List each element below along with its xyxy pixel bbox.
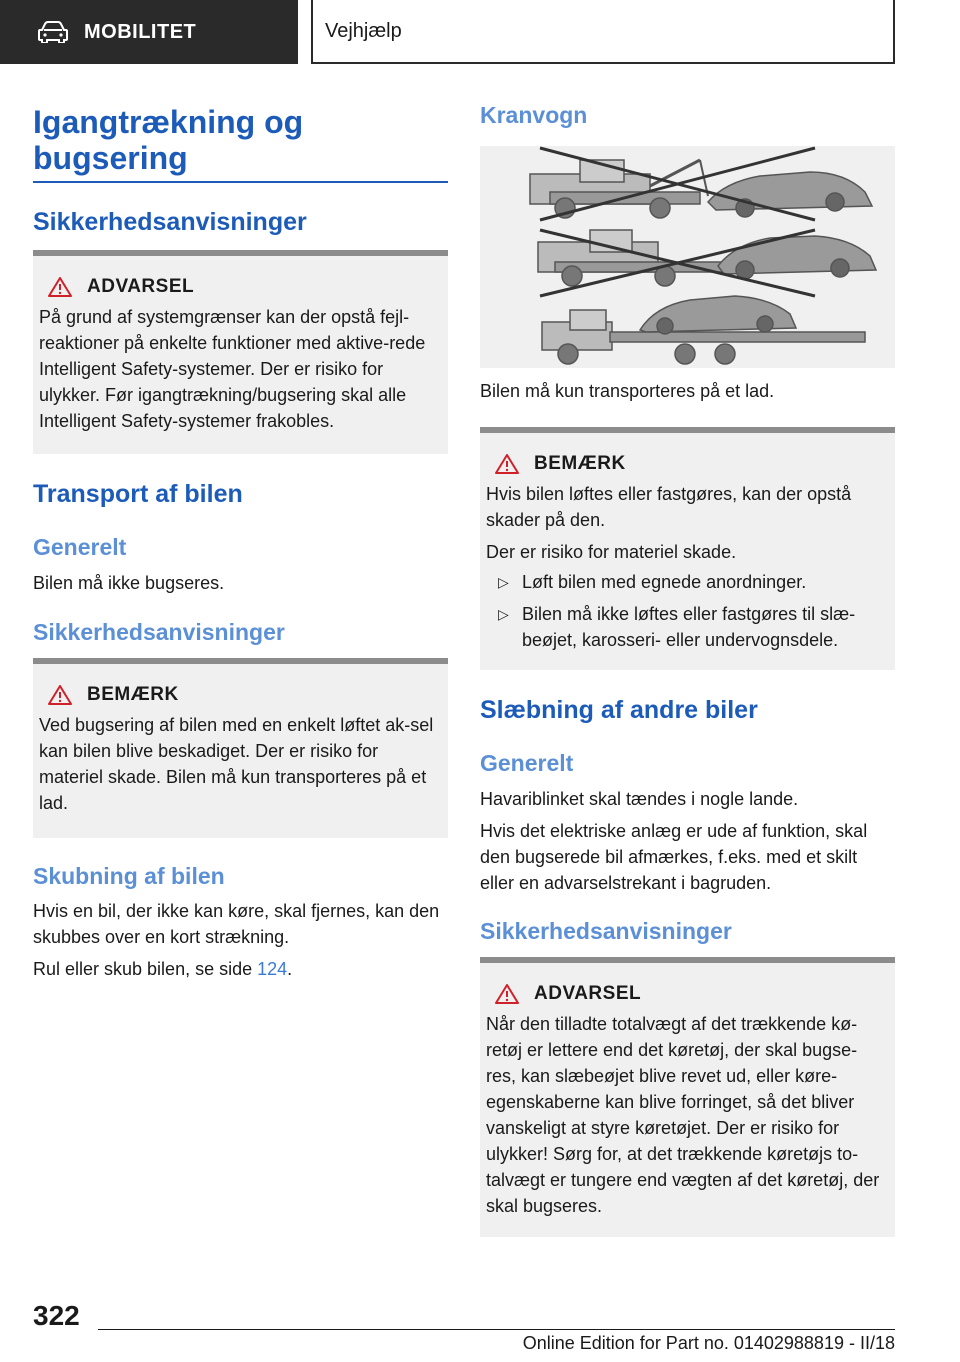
safety-heading-right: Sikkerhedsanvisninger [480,918,732,944]
warning-label: ADVARSEL [87,276,195,297]
title-divider [33,181,448,183]
warning-box-2 [480,957,895,1237]
figure-caption: Bilen må kun transporteres på et lad. [480,381,775,401]
section-tab [0,0,298,64]
tow-truck-heading: Kranvogn [480,102,588,128]
flatbed-row [542,296,865,364]
page-number: 322 [33,1300,80,1331]
triangle-bullet-icon: ▷ [498,574,509,590]
warning-box-1 [33,250,448,454]
warning-label: ADVARSEL [534,983,642,1004]
safety-heading-2: Sikkerhedsanvisninger [33,619,285,645]
truck-lift-row [538,230,876,286]
page-header [0,0,960,66]
general-text-right-2: Hvis det elektriske anlæg er ude af funktion, skal den bugserede bil afmærkes, f.eks. med et skilt eller en advarselstrekant i bagruden. [480,821,868,893]
car-icon [38,21,68,43]
push-ref-end: . [287,959,293,979]
page-link-124[interactable]: 124 [257,959,288,979]
general-text-right-1: Havariblinket skal tændes i nogle lande. [480,789,799,809]
notice-text: Ved bugsering af bilen med en enkelt løftet ak-sel kan bilen blive beskadiget. Der er risiko for materiel skade. Bilen må kun transporteres på et lad. [39,715,434,813]
tow-truck-illustration [480,146,895,368]
warning-triangle-icon [47,276,73,298]
list-item: ▷ Løft bilen med egnede anordninger. [486,569,881,595]
triangle-bullet-icon: ▷ [498,606,509,622]
warning-text: På grund af systemgrænser kan der opstå fejl-reaktioner på enkelte funktioner med aktive-rede Intelligent Safety-systemer. Der er risiko for ulykker. Før igangtrækning/bugsering skal alle Intelligent Safety-systemer frakobles. [39,307,426,431]
warning-box-header [39,276,434,298]
tow-truck-figure [480,146,895,368]
push-heading: Skubning af bilen [33,863,225,889]
notice-label: BEMÆRK [87,684,179,705]
notice-label: BEMÆRK [534,453,626,474]
warning-box-header [486,983,881,1005]
warning-text: Når den tilladte totalvægt af det trækkende kø-retøj er lettere end det køretøj, der skal bugse-res, kan slæbeøjet blive revet ud, eller køre-egenskaberne kan blive forringet, så det bliver vanskeligt at styre køretøjet. Der er risiko for ulykker! Sørg for, at det trækkende køretøjs to-talvægt er tungere end vægten af det køretøj, der skal bugseres. [486,1014,880,1216]
push-ref-text: Rul eller skub bilen, se side [33,959,258,979]
notice-text-2: Der er risiko for materiel skade. [486,542,737,562]
breadcrumb: Vejhjælp [325,19,402,42]
notice-text-1: Hvis bilen løftes eller fastgøres, kan der opstå skader på den. [486,484,852,530]
push-reference [33,956,448,982]
section-label: MOBILITET [84,20,197,43]
list-item: ▷ Bilen må ikke løftes eller fastgøres til slæ-beøjet, karosseri- eller undervognsdele. [486,601,881,653]
notice-box-header [486,453,881,475]
general-heading-left: Generelt [33,534,127,560]
footer-divider [98,1329,895,1330]
general-heading-right: Generelt [480,750,574,776]
warning-triangle-icon [494,983,520,1005]
page-title: Igangtrækning og bugsering [33,104,304,176]
push-text: Hvis en bil, der ikke kan køre, skal fjernes, kan den skubbes over en kort strækning. [33,901,440,947]
edition-text: Online Edition for Part no. 01402988819 - II/18 [522,1333,895,1353]
notice-list [486,569,881,653]
notice-box-2 [480,427,895,670]
general-text-left: Bilen må ikke bugseres. [33,573,225,593]
notice-box-header [39,684,434,706]
warning-triangle-icon [47,684,73,706]
safety-heading-1: Sikkerhedsanvisninger [33,208,307,236]
other-cars-heading: Slæbning af andre biler [480,696,758,724]
notice-box-1 [33,658,448,838]
breadcrumb-tab [311,0,895,64]
warning-triangle-icon [494,453,520,475]
transport-heading: Transport af bilen [33,480,243,508]
